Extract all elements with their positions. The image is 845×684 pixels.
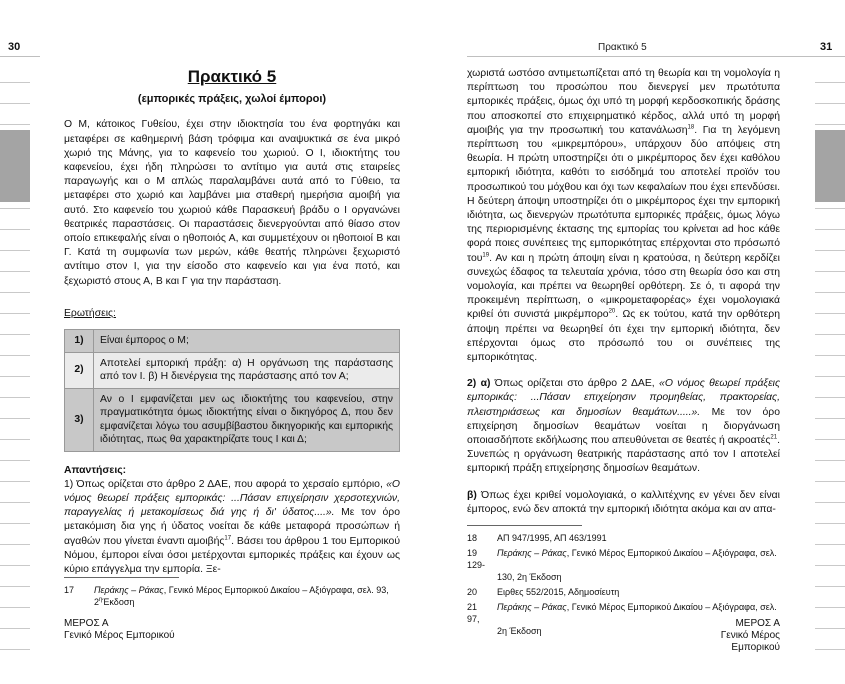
para1-b: . Για τη λεγόμενη περίπτωση του «μικρεμπόρου», υπάρχουν δύο απόψεις στη θεωρία. Η πρώτη υποστηρίζει ότι ο μικρέμπορος δεν έχει καθόλου εμπορική ιδιότητα, καθότι το εισόδημά του αποτελεί προϊόν του προσωπικού του μόχθου και όχι των κεφαλαίων που έχει επενδύσει. Η δεύτερη άποψη υποστηρίζει ότι ο μικρέμπορος έχει την εμπορική ιδιότητα, ως διενεργών πρωτότυπα εμπορικές πράξεις, όμως λόγω της περιορισμένης έκτασης της εμπορίας του κρίνεται ad hoc κάθε φορά ποιες συνέπειες της εμπορικότητας επέρχονται στο πρόσωπό του [467, 124, 780, 264]
left-footnote-rule [64, 577, 179, 578]
footnote-text: , Γενικό Μέρος Εμπορικού Δικαίου – Αξιόγραφα, σελ. 129- [467, 548, 777, 570]
footnote-ref-18[interactable]: 18 [687, 124, 695, 131]
edition-number: 2 [94, 597, 100, 607]
answer-2b [467, 489, 780, 517]
footnote-ref-20[interactable]: 20 [608, 308, 616, 315]
footnote-text: , Γενικό Μέρος Εμπορικού Δικαίου – Αξιόγραφα, σελ. 97, [467, 602, 777, 624]
footnote-cont: 2η Έκδοση [497, 626, 542, 636]
footnote-number: 21 [467, 602, 478, 612]
footnote-edition [64, 596, 400, 608]
question-number: 2) [65, 352, 94, 388]
right-header-rule [467, 56, 845, 57]
para1-c: . Αν και η πρώτη άποψη είναι η κρατούσα, η δεύτερη κερδίζει συνεχώς έδαφος τα τελευταία χρόνια, τόσο στη θεωρία όσο και στη νομολογία, και πρέπει να θεωρηθεί ορθότερη. Σε ό, τι αφορά την προκειμένη περίπτωση, ο «μικρομεταφορέας» έχει νομολογιακά κριθεί ότι συνιστά μικρέμπορο [467, 252, 780, 321]
question-row [65, 330, 400, 353]
footer-part: ΜΕΡΟΣ Α [735, 618, 780, 629]
footer-part-title: Γενικό Μέρος Εμπορικού [720, 630, 780, 653]
answer-1-quote: «Ο νόμος θεωρεί πράξεις εμπορικάς: ...Πάσαν επιχείρησιν χερσοτεχνιών, παραγγελίας ή μετακομίσεως διά γης ή δι' ύδατος....». [64, 478, 400, 519]
edition-suffix: η [99, 597, 103, 603]
left-page-number: 30 [8, 41, 21, 53]
answer-2a-tail: . Συνεπώς η οργάνωση θεατρικής παράστασης από τον Ι αποτελεί εμπορική πράξη επιχείρησης δημοσίων θεαμάτων. [467, 435, 780, 475]
question-row [65, 388, 400, 451]
right-thumb-tab [815, 130, 845, 202]
answer-2a-quote: «Ο νόμος θεωρεί πράξεις εμπορικάς: ...Πάσαν επιχείρησιν προμηθείας, πρακτορείας, πλειστηριάσεως και δημοσίων θεαμάτων.....». [467, 378, 780, 418]
answer-2b-text: Όπως έχει κριθεί νομολογιακά, ο καλλιτέχνης εν γένει δεν είναι έμπορος, ενώ δεν αποκτά την εμπορική ιδιότητα ακόμα και αν απα- [467, 489, 780, 515]
case-intro: Ο Μ, κάτοικος Γυθείου, έχει στην ιδιοκτησία του ένα φορτηγάκι και μεταφέρει σε καθημερινή βάση τρόφιμα και αναψυκτικά σε ένα μικρό χωριό της Μάνης, για το καφενείο του χωριού. Ο Ι, ιδιοκτήτης του καφενείου, έχει ήδη πληρώσει το αντίτιμο για αυτά στις εταιρείες παραγωγής και ο Μ απλώς παραλαμβάνει αυτά από το Γύθειο, τα μεταφέρει στο χωριό και λαμβάνει μια σταθερή ημερήσια αμοιβή για αυτό. Στο καφενείο του χωριού κάθε Παρασκευή βράδυ ο Ι οργανώνει θεατρικές παραστάσεις. Οι παραστάσεις διενεργούνται από θίασο στον οποίο επικεφαλής είναι ο ηθοποιός Α, και συμμετέχουν οι ηθοποιοί Β και Γ. Κατά τη συμφωνία των μερών, κάθε θεατής πληρώνει ξεχωριστό αντίτιμο στον Ι, για την είσοδο στο καφενείο και για ένα ποτό, και ξεχωριστό στους Α, Β και Γ για την παράσταση. [64, 119, 400, 287]
question-text: Είναι έμπορος ο Μ; [94, 330, 400, 353]
question-row [65, 352, 400, 388]
footer-part-title: Γενικό Μέρος Εμπορικού [64, 630, 175, 641]
right-page-body [467, 67, 780, 517]
footnote-number: 18 [467, 533, 478, 543]
questions-table [64, 329, 400, 452]
answer-2b-label: β) [467, 489, 477, 501]
footnote-17 [64, 584, 400, 608]
question-text: Αποτελεί εμπορική πράξη: α) Η οργάνωση της παράστασης από τον Ι. β) Η διενέργεια της παράστασης από τον Α; [94, 352, 400, 388]
left-page-body [64, 67, 401, 577]
footnote-19 [467, 547, 780, 583]
footnote-number: 20 [467, 587, 478, 597]
answer-2a-label: 2) α) [467, 378, 491, 390]
footnote-ref-17[interactable]: 17 [224, 535, 232, 542]
footnote-text: ΑΠ 947/1995, ΑΠ 463/1991 [497, 533, 607, 543]
footnote-author: Περάκης – Ράκας [497, 602, 567, 612]
footer-part: ΜΕΡΟΣ Α [64, 618, 109, 629]
footnote-author: Περάκης – Ράκας [94, 585, 164, 595]
question-number: 1) [65, 330, 94, 353]
paragraph-continuation [467, 67, 780, 365]
para1-d: . Ως εκ τούτου, κατά την ορθότερη άποψη πρέπει να θεωρηθεί ότι έχει την εμπορική ιδιότητα, δεν επέρχονται όμως στο πρόσωπό του οι συνέπειες της εμπορικότητας. [467, 309, 780, 364]
answer-1-lead: 1) Όπως ορίζεται στο άρθρο 2 ΔΑΕ, που αφορά το χερσαίο εμπόριο, [64, 478, 387, 490]
question-number: 3) [65, 388, 94, 451]
footnote-18 [467, 532, 780, 544]
right-footer [680, 618, 780, 654]
footnote-cont: 130, 2η Έκδοση [497, 572, 562, 582]
footnote-number: 19 [467, 548, 478, 558]
para1-a: χωριστά ωστόσο αντιμετωπίζεται από τη θεωρία και τη νομολογία η περίπτωση του προσώπου που διενεργεί μεν πρωτότυπα εμπορικές πράξεις, όμως όχι υπό τη μορφή κερδοσκοπικής δράσης που αποσκοπεί στο επιχειρηματικό κέρδος, αλλά υπό τη μορφή αμοιβής για την προσωπική του κατανάλωση [467, 68, 780, 136]
footnote-ref-21[interactable]: 21 [770, 434, 778, 441]
answer-2a [467, 377, 780, 476]
footnote-author: Περάκης – Ράκας [497, 548, 567, 558]
left-thumb-tab [0, 130, 30, 202]
answer-1-tail: . Βάσει του άρθρου 1 του Εμπορικού Νόμου, έμποροι είναι όσοι μετέρχονται εμπορικές πράξεις και έχουν ως κύριο επάγγελμα την εμπορία. Ξε- [64, 535, 401, 575]
answers-heading: Απαντήσεις: [64, 464, 127, 476]
question-text: Αν ο Ι εμφανίζεται μεν ως ιδιοκτήτης του καφενείου, στην πραγματικότητα όμως ιδιοκτήτης είναι ο δικηγόρος Δ, που δεν εμφανίζεται λόγω του ασυμβίβαστου δικηγορικής και εμπορικής ιδιότητας, πως θα χαρακτηρίζατε τους Ι και Δ; [94, 388, 400, 451]
right-page-number: 31 [820, 41, 833, 53]
left-header-rule [0, 56, 40, 57]
questions-heading: Ερωτήσεις: [64, 307, 116, 319]
page-title: Πρακτικό 5 [187, 67, 277, 86]
running-head: Πρακτικό 5 [598, 42, 647, 53]
left-footer [64, 618, 175, 642]
answer-1 [64, 478, 400, 577]
footnote-text: , Γενικό Μέρος Εμπορικού Δικαίου – Αξιόγραφα, σελ. 93, [163, 585, 389, 595]
answer-1-body: Με τον όρο μετακόμιση δια γης ή ύδατος νοείται δε κάθε μεταφορά προσώπων ή αγαθών που γίνεται έναντι αμοιβής [64, 507, 400, 547]
answer-2a-body: Με τον όρο επιχείρηση δημοσίων θεαμάτων νοείται η διοργάνωση οποιασδήποτε εκδήλωσης που απευθύνεται σε θεατές ή ακροατές [467, 406, 780, 447]
footnote-number: 17 [64, 585, 75, 595]
footnote-text: Ειρθες 552/2015, Αδημοσίευτη [497, 587, 620, 597]
answer-2a-lead: Όπως ορίζεται στο άρθρο 2 ΔΑΕ, [490, 378, 660, 390]
footnote-20 [467, 586, 780, 598]
right-footnote-rule [467, 525, 582, 526]
page-subtitle: (εμπορικές πράξεις, χωλοί έμποροι) [137, 93, 327, 106]
footnote-ref-19[interactable]: 19 [482, 252, 490, 259]
edition-label: Έκδοση [102, 597, 135, 607]
